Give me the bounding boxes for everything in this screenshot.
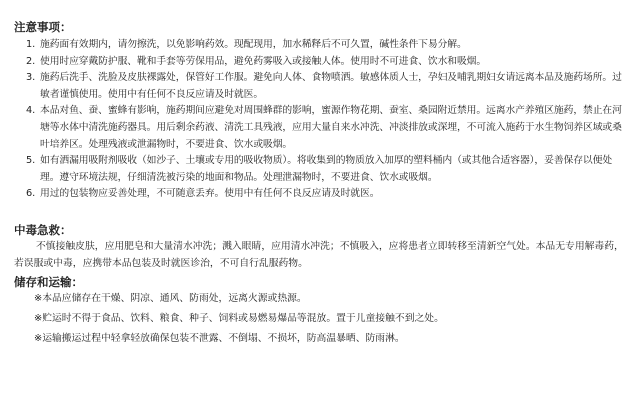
precaution-item xyxy=(14,103,626,153)
item-number: 5. xyxy=(26,155,36,167)
item-number: 1. xyxy=(26,39,36,50)
item-number: 3. xyxy=(26,72,36,84)
poisoning-text: 不慎接触皮肤，应用肥皂和大量清水冲洗；溅入眼睛，应用清水冲洗；不慎吸入，应将患者立即转移至清新空气处。本品无专用解毒药，若误服或中毒，应携带本品包装及时就医诊治，不可自行乱服药物。 xyxy=(14,240,624,269)
precautions-heading: 注意事项： xyxy=(14,20,72,34)
item-text: 施药面有效期内，请勿擦洗，以免影响药效。现配现用，加水稀释后不可久置，碱性条件下易分解。 xyxy=(40,39,467,50)
precautions-list xyxy=(14,37,626,203)
item-text: 如有洒漏用吸附剂吸收（如沙子、土壤或专用的吸收物质）。将收集到的物质放入加厚的塑料桶内（或其他合适容器），妥善保存以便处理。遵守环境法规，仔细清洗被污染的地面和物品。处理泄漏物时，不要进食、饮水或吸烟。 xyxy=(40,155,613,183)
item-text: 用过的包装物应妥善处理，不可随意丢弃。使用中有任何不良反应请及时就医。 xyxy=(40,188,380,200)
item-text: 本品对鱼、蚕、蜜蜂有影响，施药期间应避免对周围蜂群的影响，蜜源作物花期、蚕室、桑园附近禁用。远离水产养殖区施药，禁止在河塘等水体中清洗施药器具。用后剩余药液、清洗工具残液，应用大量自来水冲洗、冲淡排放或深埋，不可流入施药于水生物饲养区域或桑叶培养区。处理残液或泄漏物时，不要进食、饮水或吸烟。 xyxy=(40,105,622,150)
precaution-item xyxy=(14,54,626,71)
storage-heading: 储存和运输： xyxy=(14,275,83,290)
precaution-item xyxy=(14,37,626,54)
storage-item: ※贮运时不得于食品、饮料、粮食、种子、饲料或易燃易爆品等混放。置于儿童接触不到之处。 xyxy=(34,313,444,325)
precaution-item xyxy=(14,186,626,203)
poisoning-heading: 中毒急救： xyxy=(14,222,72,237)
item-number: 4. xyxy=(26,105,36,117)
precaution-item xyxy=(14,70,626,103)
item-number: 2. xyxy=(26,55,36,67)
item-text: 使用时应穿戴防护服、靴和手套等劳保用品，避免药雾吸入或接触人体。使用时不可进食、饮水和吸烟。 xyxy=(40,55,487,67)
storage-item: ※本品应储存在干燥、阴凉、通风、防雨处，远离火源或热源。 xyxy=(34,293,307,305)
item-text: 施药后洗手、洗脸及皮肤裸露处，保管好工作服。避免向人体、食物喷洒。敏感体质人士，孕妇及哺乳期妇女请远离本品及施药场所。过敏者谨慎使用。使用中有任何不良反应请及时就医。 xyxy=(40,72,622,100)
precaution-item xyxy=(14,153,626,186)
item-number: 6. xyxy=(26,188,36,200)
storage-item: ※运输搬运过程中轻拿轻放确保包装不泄露、不倒塌、不损坏，防高温暴晒、防雨淋。 xyxy=(34,333,405,345)
